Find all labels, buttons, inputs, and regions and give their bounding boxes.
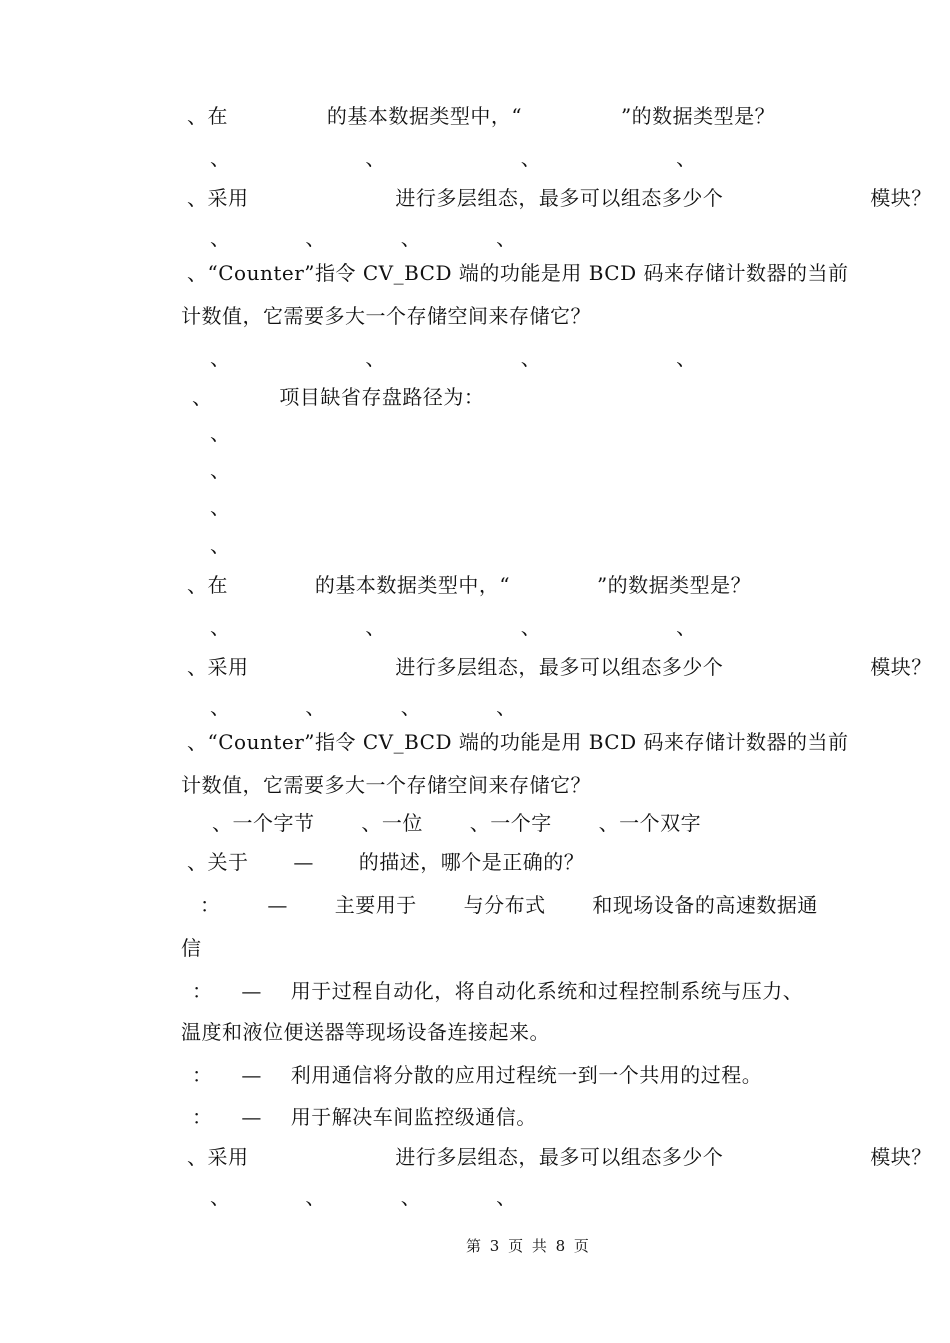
page-footer: 第 3 页 共 8 页	[466, 1237, 591, 1255]
text-line: ： — 用于过程自动化，将自动化系统和过程控制系统与压力、	[192, 979, 804, 1003]
text-line: 、 、 、 、	[210, 695, 517, 719]
text-line: 温度和液位便送器等现场设备连接起来。	[181, 1020, 550, 1044]
text-line: 、“Counter”指令 CV_BCD 端的功能是用 BCD 码来存储计数器的当前	[187, 261, 849, 285]
text-line: 、	[210, 495, 231, 519]
text-line: 、在 的基本数据类型中，“ ”的数据类型是？	[187, 573, 752, 597]
text-line: 计数值，它需要多大一个存储空间来存储它？	[181, 773, 591, 797]
text-line: 、 、 、 、	[210, 226, 517, 250]
text-line: 、在 的基本数据类型中，“ ”的数据类型是？	[187, 104, 776, 128]
text-line: 、采用 进行多层组态，最多可以组态多少个 模块？	[187, 186, 932, 210]
text-line: ： — 主要用于 与分布式 和现场设备的高速数据通	[200, 893, 818, 917]
text-line: 、	[210, 421, 231, 445]
text-line: 、	[210, 458, 231, 482]
text-line: 、一个字节 、一位 、一个字 、一个双字	[212, 811, 702, 835]
text-line: 、	[210, 533, 231, 557]
text-line: 计数值，它需要多大一个存储空间来存储它？	[181, 304, 591, 328]
text-line: 、 、 、 、	[210, 146, 697, 170]
text-line: 、 项目缺省存盘路径为：	[192, 385, 485, 409]
text-line: 、“Counter”指令 CV_BCD 端的功能是用 BCD 码来存储计数器的当前	[187, 730, 849, 754]
text-line: 、关于 — 的描述，哪个是正确的？	[187, 850, 585, 874]
text-line: ： — 利用通信将分散的应用过程统一到一个共用的过程。	[192, 1063, 763, 1087]
text-line: 、采用 进行多层组态，最多可以组态多少个 模块？	[187, 655, 932, 679]
text-line: ： — 用于解决车间监控级通信。	[192, 1105, 537, 1129]
text-line: 、 、 、 、	[210, 346, 697, 370]
text-line: 、 、 、 、	[210, 615, 697, 639]
text-line: 、 、 、 、	[210, 1185, 517, 1209]
text-line: 信	[181, 936, 202, 960]
text-line: 、采用 进行多层组态，最多可以组态多少个 模块？	[187, 1145, 932, 1169]
